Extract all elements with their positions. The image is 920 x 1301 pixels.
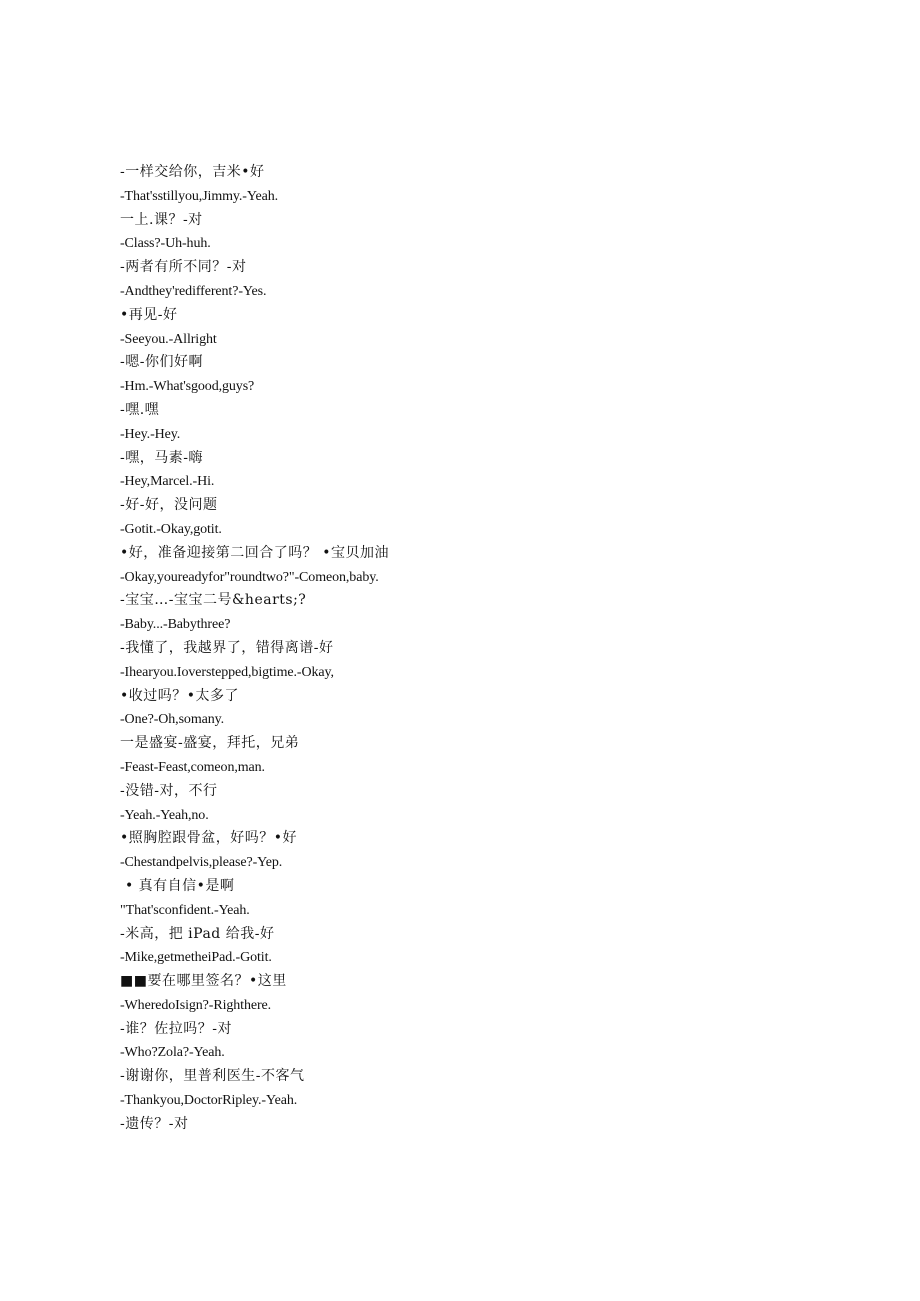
subtitle-line-chinese: -嘿.嘿 [120, 401, 160, 418]
subtitle-line-chinese: 一上.课？-对 [120, 211, 203, 228]
subtitle-line-chinese: -遗传？-对 [120, 1115, 189, 1132]
subtitle-line-english: -That'sstillyou,Jimmy.-Yeah. [120, 188, 279, 204]
subtitle-line-chinese: •再见-好 [120, 306, 178, 323]
subtitle-line-chinese: ■■要在哪里签名？•这里 [120, 973, 287, 990]
subtitle-lines [120, 161, 820, 1137]
subtitle-line-chinese: -米高，把 iPad 给我-好 [120, 925, 275, 942]
subtitle-line-english: -Hey.-Hey. [120, 426, 181, 442]
subtitle-line-english: -Okay,youreadyfor"roundtwo?"-Comeon,baby. [120, 569, 379, 585]
subtitle-line-english: -Class?-Uh-huh. [120, 236, 211, 252]
subtitle-line-chinese: -我懂了，我越界了，错得离谱-好 [120, 639, 334, 656]
subtitle-line-english: -Yeah.-Yeah,no. [120, 807, 209, 823]
subtitle-line-english: -Who?Zola?-Yeah. [120, 1045, 225, 1061]
subtitle-line-english: -Hey,Marcel.-Hi. [120, 474, 215, 490]
subtitle-line-english: -Feast-Feast,comeon,man. [120, 759, 265, 775]
subtitle-line-chinese: -两者有所不同？-对 [120, 259, 247, 276]
subtitle-line-english: -Seeyou.-Allright [120, 331, 217, 347]
subtitle-line-english: -Baby...-Babythree? [120, 617, 231, 633]
subtitle-line-english: -Gotit.-Okay,gotit. [120, 521, 222, 537]
subtitle-line-chinese: -嗯-你们好啊 [120, 354, 203, 371]
subtitle-line-chinese: -没错-对，不行 [120, 782, 218, 799]
subtitle-line-english: -Mike,getmetheiPad.-Gotit. [120, 950, 272, 966]
subtitle-line-english: -Hm.-What'sgood,guys? [120, 379, 255, 395]
subtitle-line-chinese: -嘿，马素-嗨 [120, 449, 203, 466]
subtitle-line-english: -WheredoIsign?-Righthere. [120, 997, 272, 1013]
subtitle-line-chinese: • 真有自信•是啊 [120, 877, 235, 894]
subtitle-line-english: -Chestandpelvis,please?-Yep. [120, 855, 283, 871]
subtitle-line-chinese: 一是盛宴-盛宴，拜托，兄弟 [120, 735, 300, 752]
subtitle-line-chinese: -宝宝…-宝宝二号&hearts;? [120, 592, 307, 609]
subtitle-line-chinese: -谢谢你，里普利医生-不客气 [120, 1068, 305, 1085]
subtitle-line-chinese: -一样交给你，吉米•好 [120, 164, 265, 180]
subtitle-line-english: -Ihearyou.Ioverstepped,bigtime.-Okay, [120, 664, 334, 680]
subtitle-line-english: "That'sconfident.-Yeah. [120, 902, 250, 918]
subtitle-line-chinese: •收过吗？•太多了 [120, 687, 240, 704]
subtitle-line-english: -Andthey'redifferent?-Yes. [120, 283, 267, 299]
subtitle-line-chinese: •照胸腔跟骨盆，好吗？•好 [120, 830, 298, 847]
subtitle-line-chinese: •好，准备迎接第二回合了吗？ •宝贝加油 [120, 544, 389, 561]
subtitle-line-english: -Thankyou,DoctorRipley.-Yeah. [120, 1093, 298, 1109]
subtitle-line-chinese: -好-好，没问题 [120, 497, 218, 514]
subtitle-line-english: -One?-Oh,somany. [120, 712, 225, 728]
subtitle-line-chinese: -谁？佐拉吗？-对 [120, 1020, 232, 1037]
